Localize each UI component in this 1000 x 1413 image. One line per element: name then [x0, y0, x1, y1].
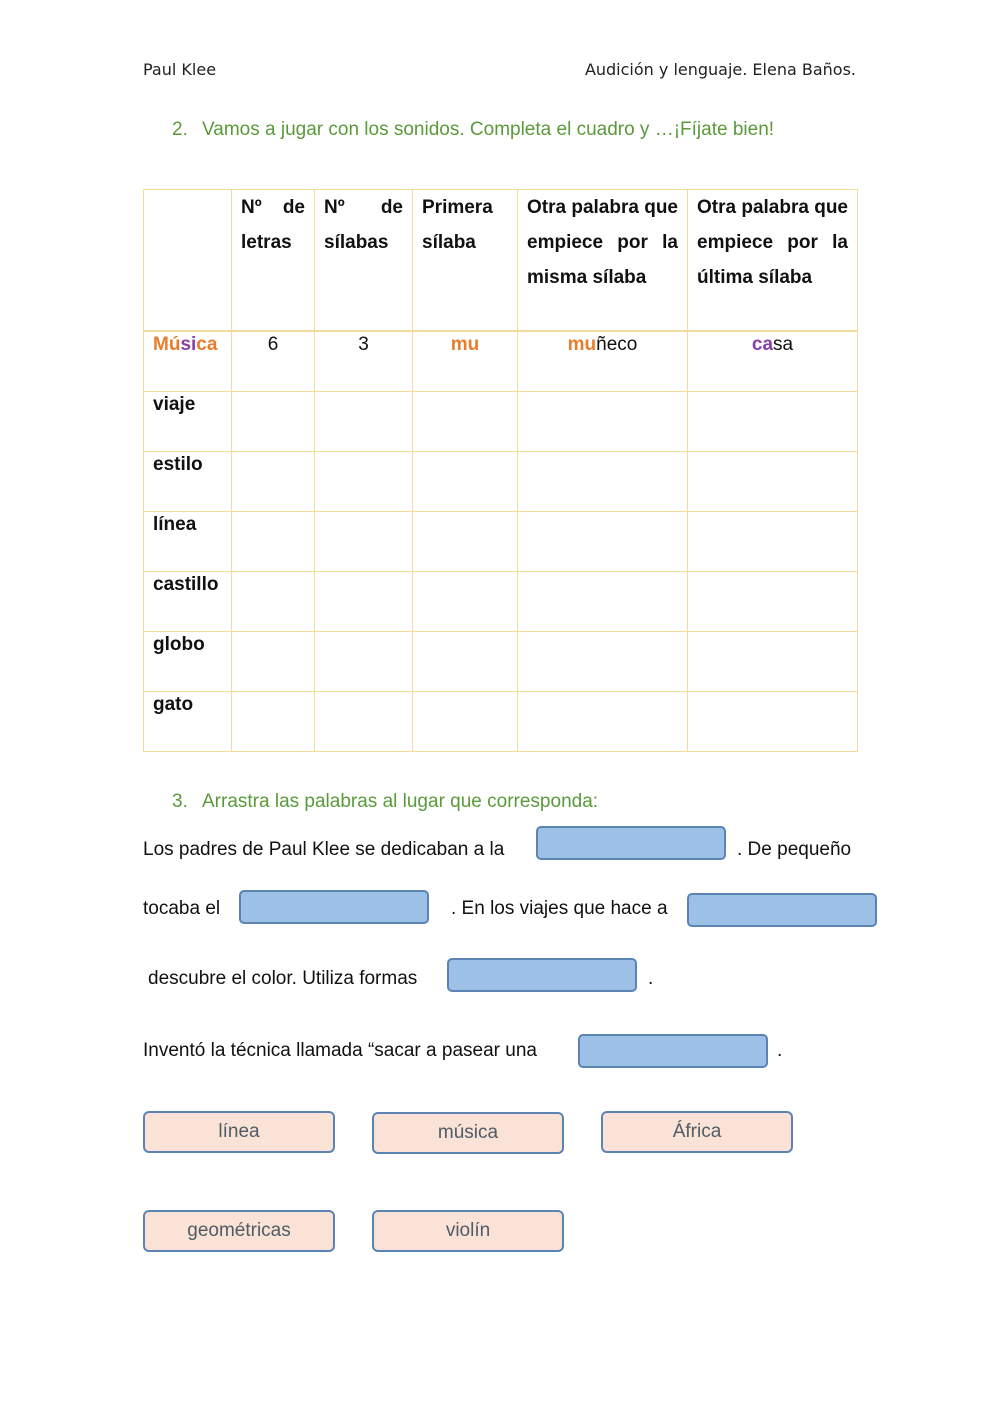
- example-syllables: 3: [315, 331, 413, 392]
- row-word: castillo: [144, 572, 232, 632]
- answer-cell[interactable]: [688, 452, 858, 512]
- answer-cell[interactable]: [518, 392, 688, 452]
- header-same-last-syllable: Otra palabra que empiece por la última sílaba: [688, 190, 858, 332]
- question-3-number: 3.: [172, 791, 188, 812]
- drop-zone-3[interactable]: [687, 893, 877, 927]
- answer-cell[interactable]: [315, 692, 413, 752]
- word-chip-africa[interactable]: África: [601, 1111, 793, 1153]
- example-letters: 6: [232, 331, 315, 392]
- example-same-last-prefix: ca: [751, 334, 774, 355]
- answer-cell[interactable]: [315, 512, 413, 572]
- example-word-part-3: ca: [196, 334, 218, 355]
- table-row: [144, 392, 858, 452]
- table-row: [144, 632, 858, 692]
- header-same-first-syllable: Otra palabra que empiece por la misma sílaba: [518, 190, 688, 332]
- drop-zone-5[interactable]: [578, 1034, 768, 1068]
- row-word: línea: [144, 512, 232, 572]
- syllable-table: [143, 189, 858, 752]
- answer-cell[interactable]: [315, 632, 413, 692]
- answer-cell[interactable]: [688, 692, 858, 752]
- table-row: [144, 452, 858, 512]
- answer-cell[interactable]: [518, 692, 688, 752]
- header-letters: Nº de letras: [232, 190, 315, 332]
- answer-cell[interactable]: [413, 512, 518, 572]
- answer-cell[interactable]: [518, 572, 688, 632]
- header-cell-empty: [144, 190, 232, 332]
- table-row: [144, 692, 858, 752]
- drop-zone-1[interactable]: [536, 826, 726, 860]
- question-2-title: [172, 119, 774, 141]
- sentence-4-end: .: [777, 1040, 783, 1061]
- example-same-first: [518, 331, 688, 392]
- answer-cell[interactable]: [688, 512, 858, 572]
- drop-zone-4[interactable]: [447, 958, 637, 992]
- answer-cell[interactable]: [413, 572, 518, 632]
- answer-cell[interactable]: [232, 392, 315, 452]
- answer-cell[interactable]: [518, 452, 688, 512]
- answer-cell[interactable]: [232, 632, 315, 692]
- sentence-3-start: descubre el color. Utiliza formas: [148, 968, 418, 989]
- row-word: gato: [144, 692, 232, 752]
- answer-cell[interactable]: [232, 692, 315, 752]
- sentence-2-start: tocaba el: [143, 898, 221, 919]
- table-row-example: [144, 331, 858, 392]
- answer-cell[interactable]: [232, 512, 315, 572]
- question-2-text: Vamos a jugar con los sonidos. Completa el cuadro y …¡Fíjate bien!: [202, 119, 775, 140]
- header-syllables: Nº de sílabas: [315, 190, 413, 332]
- example-same-last-rest: sa: [773, 334, 794, 355]
- example-same-first-prefix: mu: [567, 334, 597, 355]
- answer-cell[interactable]: [413, 692, 518, 752]
- sentence-1-end: . De pequeño: [737, 839, 852, 860]
- row-word: estilo: [144, 452, 232, 512]
- answer-cell[interactable]: [413, 392, 518, 452]
- answer-cell[interactable]: [518, 512, 688, 572]
- row-word: viaje: [144, 392, 232, 452]
- example-word: [144, 331, 232, 392]
- answer-cell[interactable]: [413, 632, 518, 692]
- table-row: [144, 572, 858, 632]
- header-course: Audición y lenguaje. Elena Baños.: [584, 60, 856, 79]
- question-2-number: 2.: [172, 119, 188, 140]
- answer-cell[interactable]: [315, 572, 413, 632]
- drop-zone-2[interactable]: [239, 890, 429, 924]
- table-row: [144, 512, 858, 572]
- header-author: Paul Klee: [143, 60, 217, 79]
- word-chip-geometricas[interactable]: geométricas: [143, 1210, 335, 1252]
- sentence-3-end: .: [648, 968, 654, 989]
- example-same-first-rest: ñeco: [596, 334, 638, 355]
- sentence-2-middle: . En los viajes que hace a: [451, 898, 668, 919]
- sentence-1-start: Los padres de Paul Klee se dedicaban a la: [143, 839, 505, 860]
- header-first-syllable: Primera sílaba: [413, 190, 518, 332]
- word-chip-violin[interactable]: violín: [372, 1210, 564, 1252]
- sentence-4-start: Inventó la técnica llamada “sacar a pasear una: [143, 1040, 537, 1061]
- answer-cell[interactable]: [413, 452, 518, 512]
- question-3-text: Arrastra las palabras al lugar que corresponda:: [202, 791, 599, 812]
- answer-cell[interactable]: [315, 392, 413, 452]
- question-3-title: [172, 791, 598, 813]
- answer-cell[interactable]: [518, 632, 688, 692]
- answer-cell[interactable]: [315, 452, 413, 512]
- answer-cell[interactable]: [688, 572, 858, 632]
- answer-cell[interactable]: [688, 392, 858, 452]
- example-same-last: [688, 331, 858, 392]
- answer-cell[interactable]: [232, 452, 315, 512]
- word-chip-linea[interactable]: línea: [143, 1111, 335, 1153]
- answer-cell[interactable]: [688, 632, 858, 692]
- row-word: globo: [144, 632, 232, 692]
- example-word-part-1: Mú: [153, 334, 181, 355]
- answer-cell[interactable]: [232, 572, 315, 632]
- example-first-syllable: mu: [413, 331, 518, 392]
- table-header-row: [144, 190, 858, 332]
- example-word-part-2: si: [180, 334, 197, 355]
- word-chip-musica[interactable]: música: [372, 1112, 564, 1154]
